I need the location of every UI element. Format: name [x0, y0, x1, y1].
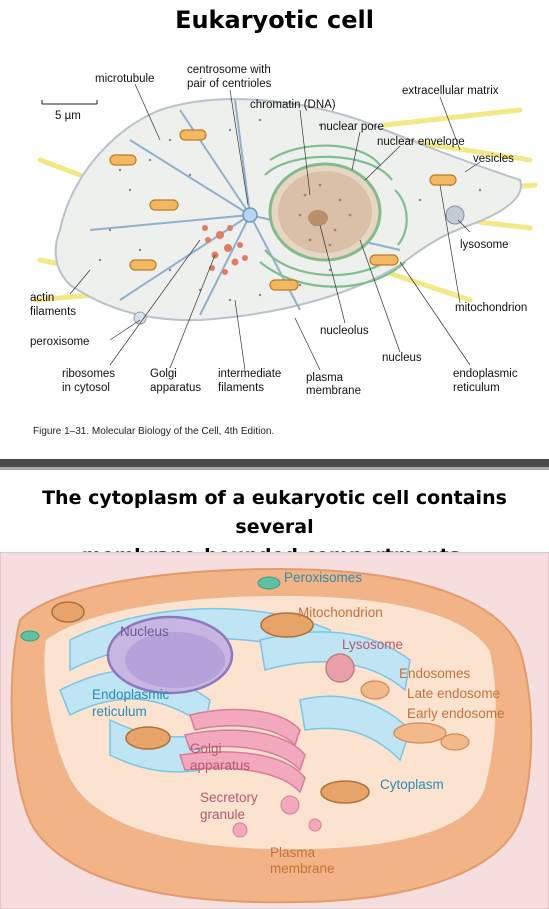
label-intermediate-1: intermediate: [218, 368, 282, 380]
nucleolus-shape: [308, 210, 328, 226]
label-plasma-1: plasma: [306, 372, 344, 384]
label-early-endosome: Early endosome: [407, 706, 505, 721]
label-golgi-b-2: apparatus: [190, 758, 251, 773]
label-actin-2: filaments: [30, 306, 77, 318]
eukaryotic-cell-diagram: [0, 48, 549, 458]
label-mitochondrion-b: Mitochondrion: [298, 605, 383, 620]
label-vesicles: vesicles: [473, 153, 514, 165]
label-ribosomes-1: ribosomes: [62, 368, 116, 380]
label-golgi-1: Golgi: [150, 368, 177, 380]
label-nucleolus: nucleolus: [320, 325, 369, 337]
top-title: Eukaryotic cell: [175, 6, 374, 34]
label-nuclear-envelope: nuclear envelope: [377, 136, 465, 148]
label-er-b-1: Endoplasmic: [92, 687, 170, 702]
section-divider-shadow: [0, 467, 549, 470]
bottom-title-line-1: The cytoplasm of a eukaryotic cell contains several: [42, 487, 507, 538]
label-nucleus-b: Nucleus: [120, 624, 169, 639]
label-golgi-2: apparatus: [150, 382, 202, 394]
nucleus-interior: [278, 171, 372, 253]
label-plasma-b-1: Plasma: [270, 845, 316, 860]
label-chromatin: chromatin (DNA): [250, 99, 336, 111]
label-extracellular-matrix: extracellular matrix: [402, 85, 499, 97]
scale-bar-text: 5 µm: [55, 110, 81, 122]
label-er-b-2: reticulum: [92, 704, 147, 719]
label-secretory-1: Secretory: [200, 790, 258, 805]
label-late-endosome: Late endosome: [407, 686, 501, 701]
label-lysosome: lysosome: [460, 239, 509, 251]
label-intermediate-2: filaments: [218, 382, 265, 394]
label-golgi-b-1: Golgi: [190, 741, 222, 756]
label-lysosome-b: Lysosome: [342, 637, 404, 652]
label-microtubule: microtubule: [95, 73, 155, 85]
label-plasma-b-2: membrane: [270, 861, 335, 876]
section-divider: [0, 459, 549, 467]
label-secretory-2: granule: [200, 807, 246, 822]
label-plasma-2: membrane: [306, 385, 361, 397]
label-peroxisome: peroxisome: [30, 336, 90, 348]
label-centrosome-1: centrosome with: [187, 64, 271, 76]
label-endosomes: Endosomes: [399, 666, 471, 681]
figure-caption: Figure 1–31. Molecular Biology of the Cell, 4th Edition.: [33, 426, 275, 437]
label-nuclear-pore: nuclear pore: [320, 121, 384, 133]
label-centrosome-2: pair of centrioles: [187, 78, 272, 90]
label-actin-1: actin: [30, 292, 55, 304]
label-nucleus: nucleus: [382, 352, 422, 364]
label-er-2: reticulum: [453, 382, 500, 394]
cell-compartments-diagram: [0, 552, 549, 909]
label-mitochondrion: mitochondrion: [455, 302, 528, 314]
label-er-1: endoplasmic: [453, 368, 518, 380]
bottom-lysosome: [326, 654, 354, 682]
lysosome-shape: [446, 206, 464, 224]
label-ribosomes-2: in cytosol: [62, 382, 110, 394]
label-cytoplasm: Cytoplasm: [380, 777, 444, 792]
label-peroxisomes: Peroxisomes: [284, 570, 363, 585]
centrosome: [243, 208, 257, 222]
